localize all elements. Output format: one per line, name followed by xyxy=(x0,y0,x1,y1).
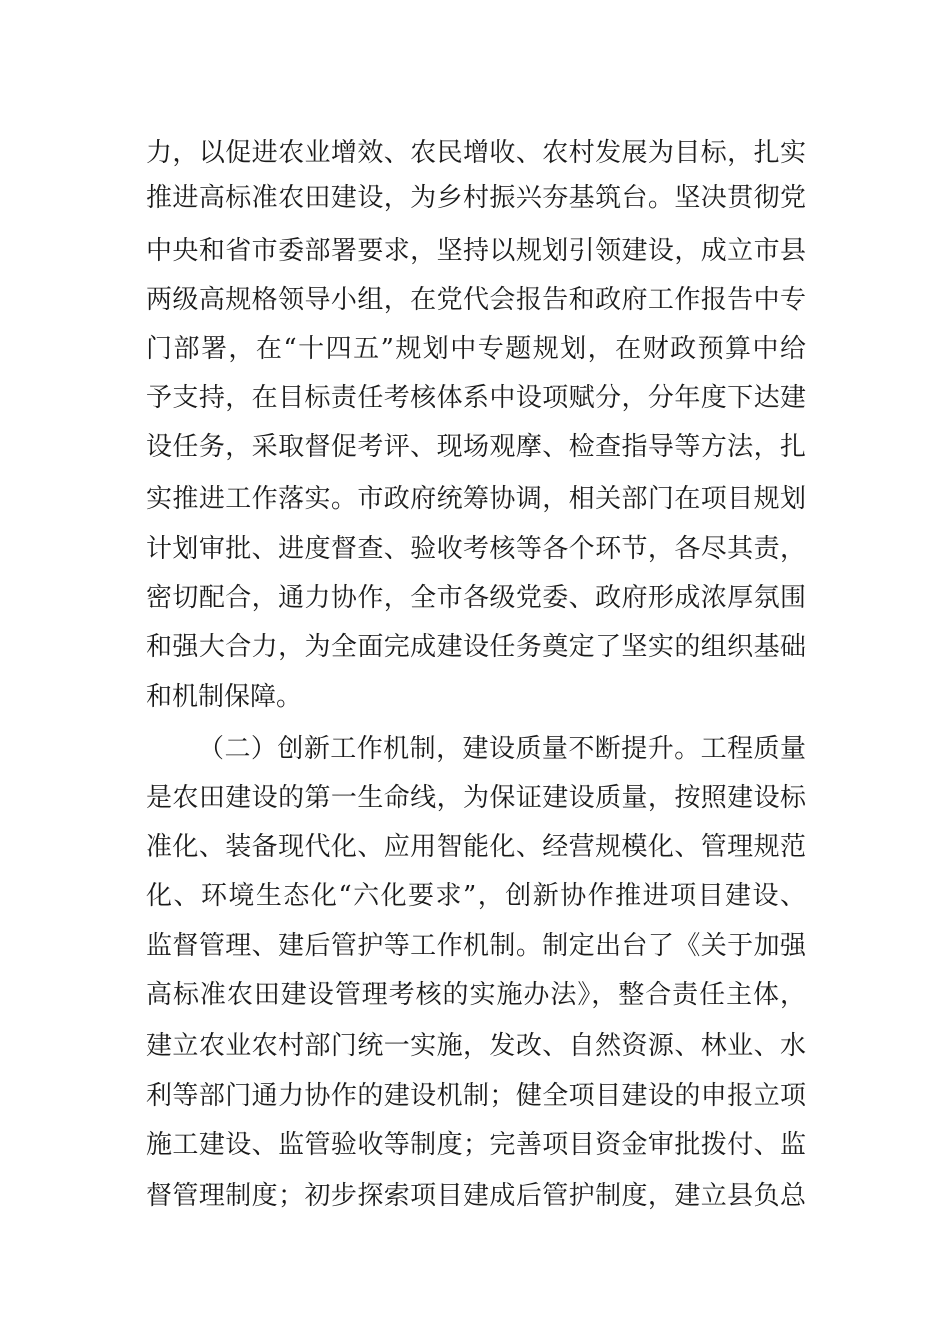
text-line: 推进高标准农田建设，为乡村振兴夯基筑台。坚决贯彻党 xyxy=(146,183,806,213)
text-line: 是农田建设的第一生命线，为保证建设质量，按照建设标 xyxy=(146,783,806,813)
text-line: 化、环境生态化“六化要求”，创新协作推进项目建设、 xyxy=(146,881,806,911)
text-line: 中央和省市委部署要求，坚持以规划引领建设，成立市县 xyxy=(146,236,806,266)
text-line: 建立农业农村部门统一实施，发改、自然资源、林业、水 xyxy=(146,1031,806,1061)
text-line: 利等部门通力协作的建设机制；健全项目建设的申报立项 xyxy=(146,1081,806,1111)
text-line: 准化、装备现代化、应用智能化、经营规模化、管理规范 xyxy=(146,832,806,862)
text-line: 高标准农田建设管理考核的实施办法》，整合责任主体， xyxy=(146,980,806,1010)
text-line: 设任务，采取督促考评、现场观摩、检查指导等方法，扎 xyxy=(146,432,806,462)
text-line: 和强大合力，为全面完成建设任务奠定了坚实的组织基础 xyxy=(146,632,806,662)
text-line: 督管理制度；初步探索项目建成后管护制度，建立县负总 xyxy=(146,1181,806,1211)
text-line: 施工建设、监管验收等制度；完善项目资金审批拨付、监 xyxy=(146,1130,806,1160)
text-line: 力，以促进农业增效、农民增收、农村发展为目标，扎实 xyxy=(146,138,806,168)
text-line: 密切配合，通力协作，全市各级党委、政府形成浓厚氛围 xyxy=(146,583,806,613)
text-line: 门部署，在“十四五”规划中专题规划，在财政预算中给 xyxy=(146,334,806,364)
text-line: 和机制保障。 xyxy=(146,682,303,712)
text-line: 计划审批、进度督查、验收考核等各个环节，各尽其责， xyxy=(146,534,806,564)
section-heading-line: （二）创新工作机制，建设质量不断提升。工程质量 xyxy=(198,734,806,764)
text-line: 监督管理、建后管护等工作机制。制定出台了《关于加强 xyxy=(146,931,806,961)
text-line: 予支持，在目标责任考核体系中设项赋分，分年度下达建 xyxy=(146,383,806,413)
text-line: 两级高规格领导小组，在党代会报告和政府工作报告中专 xyxy=(146,285,806,315)
text-line: 实推进工作落实。市政府统筹协调，相关部门在项目规划 xyxy=(146,484,806,514)
